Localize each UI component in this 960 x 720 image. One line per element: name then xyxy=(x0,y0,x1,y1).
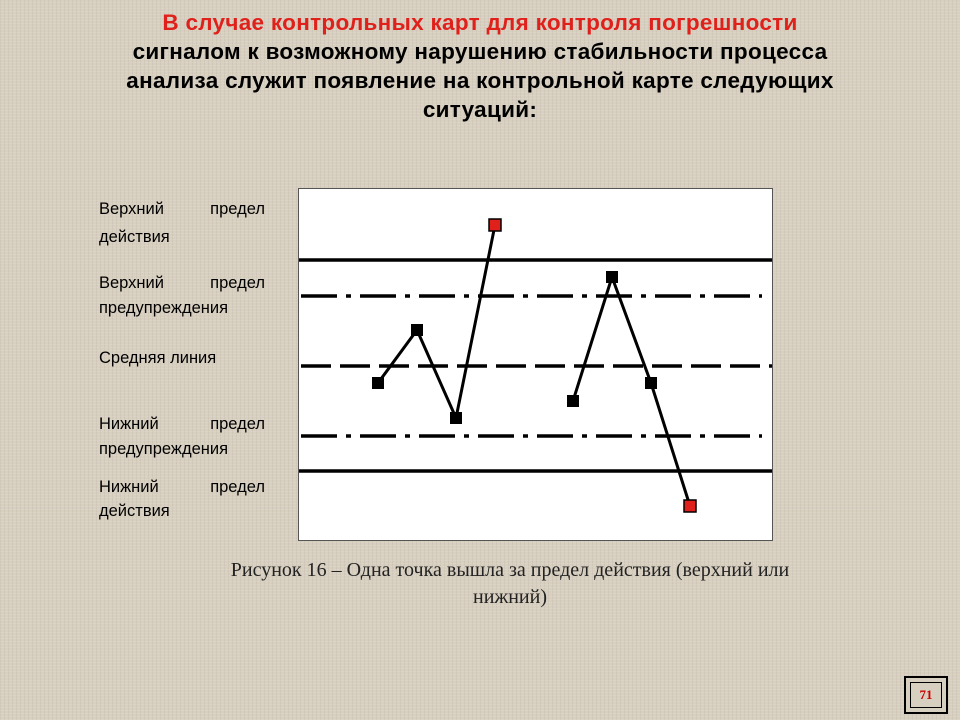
title-line-2: сигналом к возможному нарушению стабильности процесса xyxy=(132,39,828,64)
data-point xyxy=(645,377,657,389)
label-upper-action-1: Верхний предел xyxy=(99,200,265,218)
control-chart xyxy=(298,188,773,541)
data-point-out-of-limit xyxy=(489,219,501,231)
page-number: 71 xyxy=(910,682,942,708)
label-lower-action-1: Нижний предел xyxy=(99,478,265,496)
title-line-4: ситуаций: xyxy=(422,97,538,122)
slide-title xyxy=(20,8,940,124)
data-point xyxy=(450,412,462,424)
title-line-3: анализа служит появление на контрольной карте следующих xyxy=(126,68,834,93)
page-number-box xyxy=(904,676,948,714)
label-upper-warning-1: Верхний предел xyxy=(99,274,265,292)
data-point xyxy=(372,377,384,389)
figure-caption xyxy=(150,557,870,611)
data-point xyxy=(606,271,618,283)
data-point xyxy=(411,324,423,336)
label-center-line: Средняя линия xyxy=(99,349,217,367)
series-1-line xyxy=(378,225,495,418)
label-upper-action-2: действия xyxy=(99,228,170,246)
label-lower-warning-1: Нижний предел xyxy=(99,415,265,433)
label-upper-warning-2: предупреждения xyxy=(99,299,229,317)
control-chart-svg xyxy=(299,189,772,540)
caption-line-2: нижний) xyxy=(473,586,547,608)
data-point xyxy=(567,395,579,407)
title-line-1: В случае контрольных карт для контроля погрешности xyxy=(162,10,798,35)
caption-line-1: Рисунок 16 – Одна точка вышла за предел действия (верхний или xyxy=(230,559,790,581)
label-lower-warning-2: предупреждения xyxy=(99,440,229,458)
label-lower-action-2: действия xyxy=(99,502,170,520)
data-point-out-of-limit xyxy=(684,500,696,512)
